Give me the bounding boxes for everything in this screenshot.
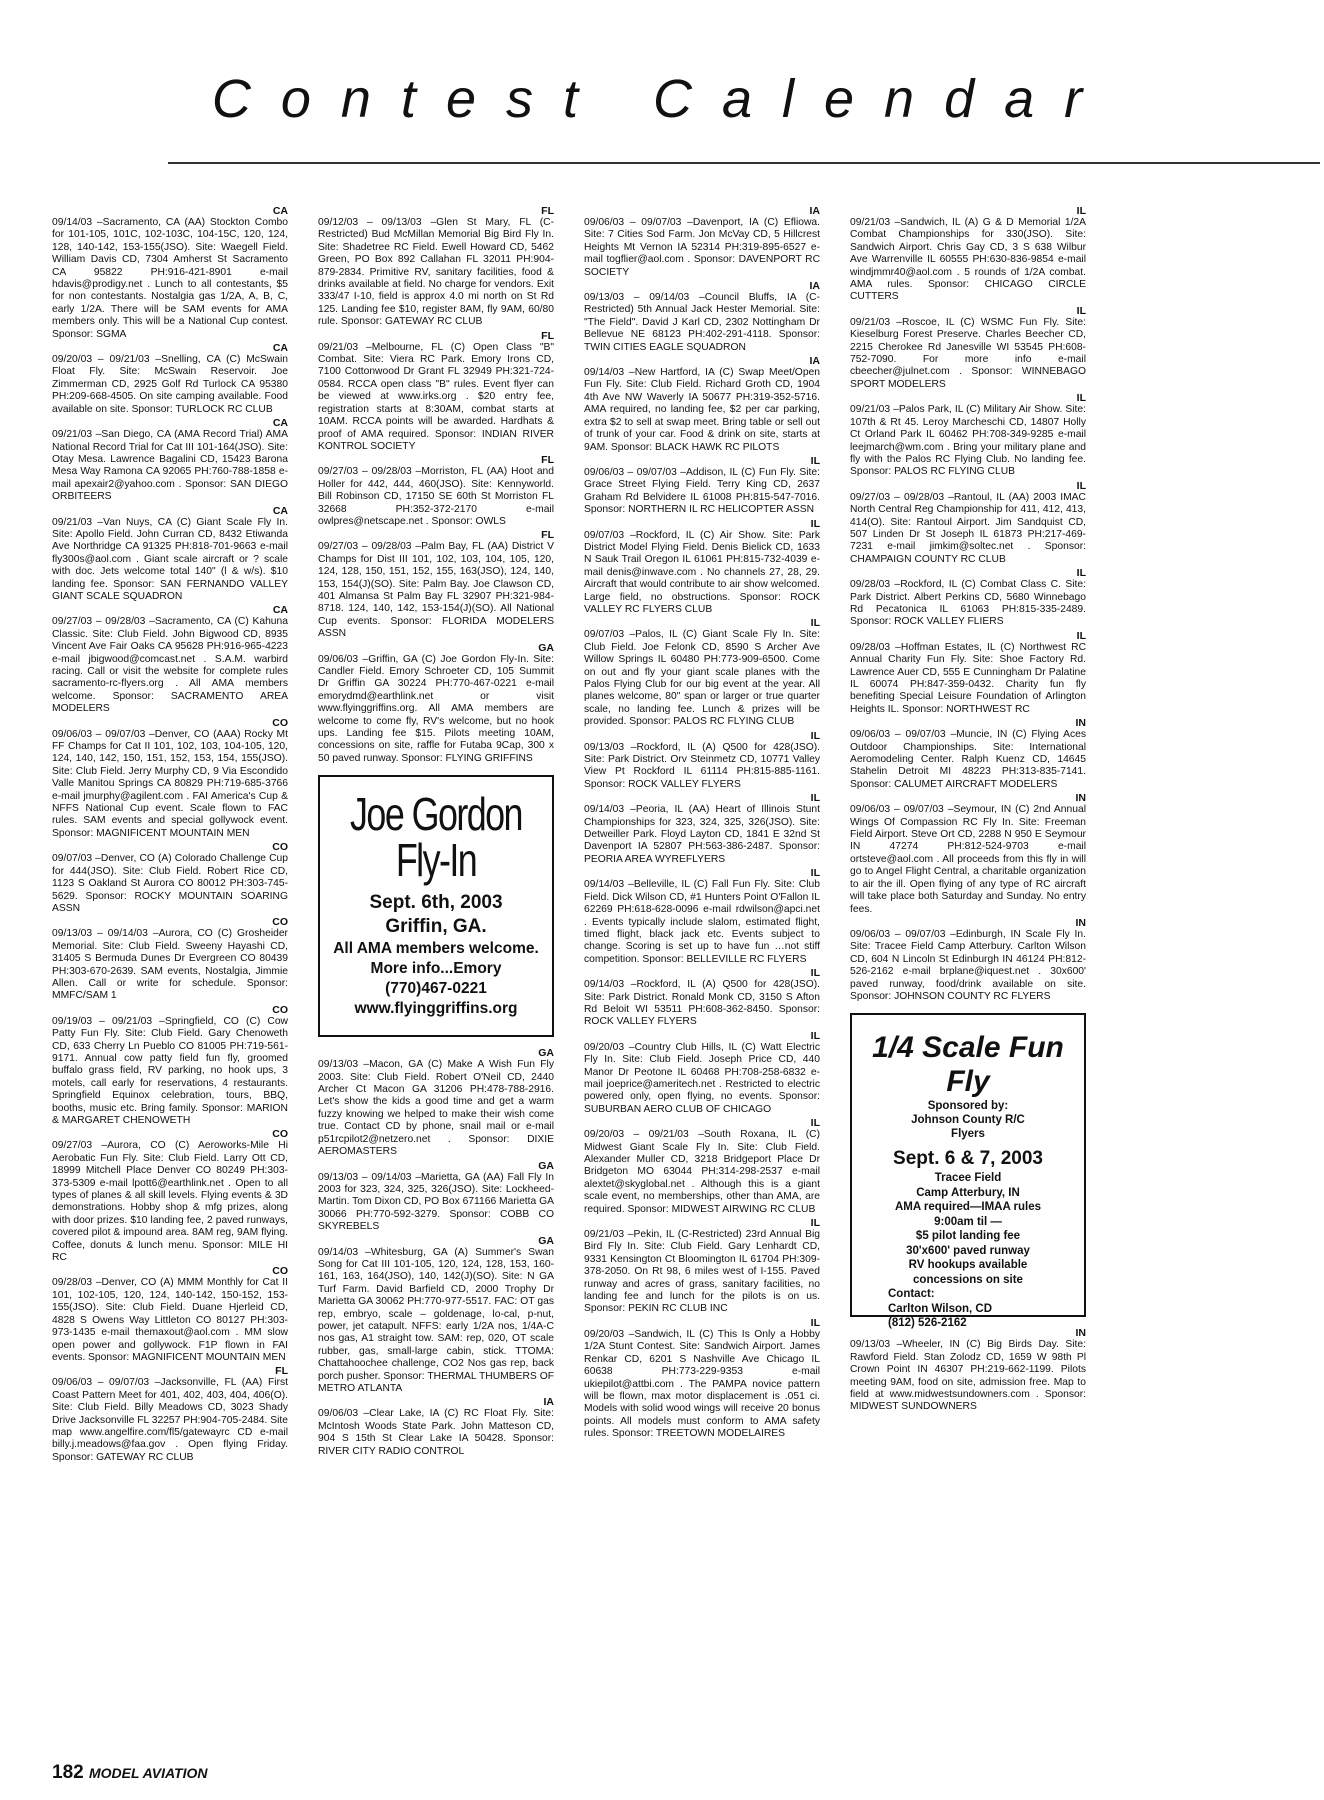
event-listing: 09/21/03 –Melbourne, FL (C) Open Class "B" Combat. Site: Viera RC Park. Emory Irons CD, 7100 Cottonwood Dr Grant FL 32949 PH:321-724-0584. RCCA open class "B" rules. Event flyer can be viewed at www.irks.org . $20 entry fee, registration starts at 8:30AM, combat starts at 10AM. RCCA points will be awarded. Hardhats & proof of AMA required. Sponsor: INDIAN RIVER KONTROL SOCIETY — [318, 341, 554, 452]
state-label: FL — [541, 454, 554, 467]
ad-title-line2: Fly-In — [395, 834, 477, 887]
state-label: FL — [275, 1365, 288, 1378]
event-listing: 09/13/03 – 09/14/03 –Marietta, GA (AA) Fall Fly In 2003 for 323, 324, 325, 326(JSO). Site: Lockheed-Martin. Tom Dixon CD, PO Box 671166 Marietta GA 30066 PH:770-592-3279. Sponsor: COBB CO SKYREBELS — [318, 1171, 554, 1233]
ad2-contact-phone: (812) 526-2162 — [888, 1317, 967, 1330]
title-rule — [168, 162, 1320, 164]
event-listing: 09/20/03 –Country Club Hills, IL (C) Watt Electric Fly In. Site: Club Field. Joseph Price CD, 440 Manor Dr Peotone IL 60468 PH:708-258-6832 e-mail joeprice@ameritech.net . Restricted to electric powered only, open flying, no events. Sponsor: SUBURBAN AERO CLUB OF CHICAGO — [584, 1041, 820, 1115]
state-label: IN — [1075, 717, 1086, 730]
event-listing: 09/06/03 – 09/07/03 –Jacksonville, FL (AA) First Coast Pattern Meet for 401, 402, 403, 404, 406(O). Site: Club Field. Billy Meadows CD, 3023 Shady Drive Jacksonville FL 32257 PH:904-705-2484. Site map www.angelfire.com/fl5/gatewayrc CD e-mail billy.j.meadows@faa.gov . Open flying Friday. Sponsor: GATEWAY RC CLUB — [52, 1377, 289, 1463]
ad2-l8: concessions on site — [913, 1273, 1023, 1286]
ad2-l3: AMA required—IMAA rules — [894, 1201, 1042, 1214]
ad2-contact: Contact: — [888, 1288, 935, 1301]
state-label: GA — [538, 1047, 554, 1060]
event-listing: 09/14/03 –Peoria, IL (AA) Heart of Illinois Stunt Championships for 323, 324, 325, 326(JSO). Site: Detweiller Park. Floyd Layton CD, 1841 E 32nd St Davenport IA 52807 PH:563-386-2487. Sponsor: PEORIA AREA WYREFLYERS — [584, 804, 820, 865]
page-number: 182 — [52, 1762, 84, 1783]
ad-line1: All AMA members welcome. — [333, 940, 539, 958]
event-listing: 09/14/03 –Belleville, IL (C) Fall Fun Fly. Site: Club Field. Dick Wilson CD, #1 Hunters Point O'Fallon IL 62269 PH:618-628-0096 e-mail rdwilson@apci.net . Events typically include slalom, estimated flight, timed flight, black jack etc. Events subject to change. Scoring is set up to have fun …not stiff competition. Sponsor: BELLEVILLE RC FLYERS — [584, 879, 820, 965]
event-listing: 09/06/03 – 09/07/03 –Addison, IL (C) Fun Fly. Site: Grace Street Flying Field. Terry King CD, 2637 Graham Rd Belvidere IL 61008 PH:815-547-7016. Sponsor: NORTHERN IL RC HELICOPTER ASSN — [584, 466, 820, 516]
state-label: IL — [810, 967, 820, 980]
event-listing: 09/14/03 –Sacramento, CA (AA) Stockton Combo for 101-105, 101C, 102-103C, 104-15C, 120, 124, 128, 140-142, 153-155(JSO). Site: Waegell Field. William Davis CD, 7304 Amherst St Sacramento CA 95822 PH:916-421-8901 e-mail hdavis@prodigy.net . Lunch to all contestants, $5 for non contestants. Nostalgia gas 1/2A, A, B, C, early 1/2A. There will be SAM events for AMA members only. This will be a National Cup contest. Sponsor: SGMA — [52, 217, 288, 340]
event-listing: 09/14/03 –Whitesburg, GA (A) Summer's Swan Song for Cat III 101-105, 120, 124, 128, 153, 160-161, 163, 164(JSO), 140, 142(J)(SO). Site: N GA Turf Farm. David Barfield CD, 2000 Trophy Dr Marietta GA 30062 PH:770-977-5517. FAC: OT gas rep, embryo, scale – goldenage, lo-cal, p-nut, power, jet catapult. NFFS: early 1/2A nos, 1/4A-C nos gas, A1 straight tow. SAM: rep, 020, OT scale rubber, gas, small-large cabin, stick. TTOMA: Chattahoochee challenge, CO2 Nos gas rep, back porch pusher. Sponsor: THERMAL THUMBERS OF METRO ATLANTA — [318, 1246, 554, 1394]
event-listing: 09/28/03 –Denver, CO (A) MMM Monthly for Cat II 101, 102-105, 120, 124, 140-142, 150-152, 153-155(JSO). Site: Club Field. Duane Hjerleid CD, 4828 S Owens Way Littleton CO 80127 PH:303-973-1435 e-mail themaxout@aol.com . MM slow open power and gollywock. F1P flown in FAI events. Sponsor: MAGNIFICENT MOUNTAIN MEN — [52, 1277, 288, 1363]
state-label: IL — [1076, 479, 1086, 492]
event-listing: 09/20/03 – 09/21/03 –South Roxana, IL (C) Midwest Giant Scale Fly In. Site: Club Field. Alexander Muller CD, 3218 Bridgeport Place Dr Bridgeton MO 63044 PH:314-298-2537 e-mail alextet@skyglobal.net . Although this is a giant scale event, no memberships, other than AMA, are required. Sponsor: MIDWEST AIRWING RC CLUB — [584, 1129, 820, 1215]
state-label: IL — [810, 792, 820, 805]
event-listing: 09/14/03 –New Hartford, IA (C) Swap Meet/Open Fun Fly. Site: Club Field. Richard Groth CD, 1904 4th Ave NW Waverly IA 50677 PH:319-352-5716. AMA required, no landing fee, $2 per car parking, extra $2 to sell at swap meet. Bring table or sell out of trunk of your car. Food & drink on site, starts at 9AM. Sponsor: BLACK HAWK RC PILOTS — [584, 367, 820, 453]
column-1 — [52, 205, 288, 1465]
event-listing: 09/13/03 –Rockford, IL (A) Q500 for 428(JSO). Site: Park District. Orv Steinmetz CD, 10771 Valley View Pt Rockford IL 61114 PH:815-885-1161. Sponsor: ROCK VALLEY FLYERS — [584, 741, 820, 790]
ad2-sponsored: Sponsored by: — [927, 1100, 1009, 1113]
event-listing: 09/19/03 – 09/21/03 –Springfield, CO (C) Cow Patty Fun Fly. Site: Club Field. Gary Chenoweth CD, 633 Cherry Ln Pueblo CO 81005 PH:719-561-9171. Annual cow patty field fun fly, groomed buffalo grass field, RV parking, no hook ups, 3 motels, call early for reservations, 4 restaurants. Springfield Equinox celebration, tours, BBQ, booths, music etc. Bring family. Sponsor: MARION & MARGARET CHENOWETH — [52, 1015, 288, 1126]
ad-line2: More info...Emory — [370, 960, 502, 978]
event-listing: 09/13/03 –Macon, GA (C) Make A Wish Fun Fly 2003. Site: Club Field. Robert O'Neil CD, 2440 Archer Ct Macon GA 31206 PH:478-788-2916. Let's show the kids a good time and get a warm fuzzy knowing we helped to make their wish come true. Contact CD by phone, snail mail or e-mail p51rcpilot2@netzero.net . Sponsor: DIXIE AEROMASTERS — [318, 1059, 554, 1158]
event-listing: 09/06/03 – 09/07/03 –Edinburgh, IN Scale Fly In. Site: Tracee Field Camp Atterbury. Carlton Wilson CD, 604 N Lincoln St Edinburgh IN 46124 PH:812-526-2162 e-mail brplane@iquest.net . 30x600' paved runway, food/drink available on site. Sponsor: JOHNSON COUNTY RC FLYERS — [850, 928, 1086, 1002]
state-label: IL — [810, 1217, 820, 1230]
column-2-top — [318, 205, 554, 765]
event-listing: 09/13/03 – 09/14/03 –Aurora, CO (C) Grosheider Memorial. Site: Club Field. Sweeny Hayashi CD, 31405 S Bermuda Dunes Dr Evergreen CO 80439 PH:303-670-2639. SAM events, Nostalgia, Jimmie Allen. Call or write for schedule. Sponsor: MMFC/SAM 1 — [52, 928, 288, 1002]
ad2-l7: RV hookups available — [908, 1259, 1028, 1272]
state-label: IL — [1076, 205, 1086, 217]
state-label: IA — [809, 205, 820, 217]
event-listing: 09/13/03 –Wheeler, IN (C) Big Birds Day. Site: Rawford Field. Stan Zolodz CD, 1659 W 98th Pl Crown Point IN 46307 PH:219-662-1199. Pilots meeting 9AM, food on site, admission free. Map to field at www.midwestsundowners.com . Sponsor: MIDWEST SUNDOWNERS — [850, 1339, 1086, 1413]
event-listing: 09/21/03 –Pekin, IL (C-Restricted) 23rd Annual Big Bird Fly In. Site: Club Field. Gary Lenhardt CD, 9331 Kensington Ct Bloomington IL 61704 PH:309-378-2050. On Rt 98, 6 miles west of I-155. Paved runway and acres of grass, sanitary facilities, no landing fee and lunch for the pilots is on us. Sponsor: PEKIN RC CLUB INC — [584, 1229, 820, 1315]
state-label: IL — [810, 454, 820, 467]
event-listing: 09/07/03 –Palos, IL (C) Giant Scale Fly In. Site: Club Field. Joe Felonk CD, 8590 S Archer Ave Willow Springs IL 60480 PH:773-909-6500. Come on out and fly your giant scale planes with the Palos Flying Club for our big event at the year. All planes welcome, 80" span or larger or true quarter scale, no landing fee. Lunch & prizes will be provided. Sponsor: PALOS RC FLYING CLUB — [584, 629, 820, 728]
event-listing: 09/12/03 – 09/13/03 –Glen St Mary, FL (C-Restricted) Bud McMillan Memorial Big Bird Fly In. Site: Shadetree RC Field. Ewell Howard CD, 5462 Green, PO Box 892 Callahan FL 32011 PH:904-879-2834. Primitive RV, sanitary facilities, food & drinks available at field. No charge for vendors. Exit 333/47 I-10, field is approx 4.0 mi north on St Rd 125. Landing fee $10, register 8AM, fly 9AM, 60/80 rule. Sponsor: GATEWAY RC CLUB — [318, 217, 554, 328]
state-label: IL — [810, 617, 820, 630]
event-listing: 09/20/03 – 09/21/03 –Snelling, CA (C) McSwain Float Fly. Site: McSwain Reservoir. Joe Zimmerman CD, 2925 Golf Rd Turlock CA 95380 PH:209-668-4505. On site camping available. Food available on site. Sponsor: TURLOCK RC CLUB — [52, 354, 288, 415]
page-title: Contest Calendar — [211, 69, 1113, 129]
event-listing: 09/07/03 –Denver, CO (A) Colorado Challenge Cup for 444(JSO). Site: Club Field. Robert Rice CD, 1123 S Oakland St Aurora CO 80012 PH:303-745-5629. Sponsor: ROCKY MOUNTAIN SOARING ASSN — [52, 853, 288, 914]
event-listing: 09/06/03 –Clear Lake, IA (C) RC Float Fly. Site: McIntosh Woods State Park. John Matteson CD, 904 S 15th St Clear Lake IA 50428. Sponsor: RIVER CITY RADIO CONTROL — [318, 1408, 554, 1457]
ad2-club2: Flyers — [951, 1128, 985, 1141]
state-label: IA — [809, 280, 820, 293]
state-label: IL — [1076, 304, 1086, 317]
ad2-date: Sept. 6 & 7, 2003 — [893, 1148, 1043, 1170]
event-listing: 09/27/03 – 09/28/03 –Morriston, FL (AA) Hoot and Holler for 442, 444, 460(JSO). Site: Kennyworld. Bill Robinson CD, 17150 SE 60th St Morriston FL 32668 PH:352-372-2170 e-mail owlpres@netscape.net . Sponsor: OWLS — [318, 466, 554, 527]
state-label: CA — [272, 205, 288, 217]
ad-date: Sept. 6th, 2003 — [369, 892, 503, 914]
ad2-l2: Camp Atterbury, IN — [916, 1186, 1020, 1199]
state-label: CO — [272, 916, 288, 929]
ad2-club1: Johnson County R/C — [911, 1114, 1025, 1127]
ad2-title: 1/4 Scale Fun Fly — [872, 1031, 1064, 1099]
event-listing: 09/28/03 –Hoffman Estates, IL (C) Northwest RC Annual Charity Fun Fly. Site: Shoe Factory Rd. Lawrence Auer CD, 555 E Cunningham Dr Palatine IL 60074 PH:847-359-0432. Charity fun fly benefiting Special Leisure Foundation of Arlington Heights IL. Sponsor: NORTHWEST RC — [850, 641, 1086, 715]
state-label: CO — [272, 1003, 288, 1016]
ad-url: www.flyinggriffins.org — [354, 1000, 518, 1018]
state-label: FL — [541, 329, 554, 342]
column-4-bottom — [850, 1327, 1086, 1413]
event-listing: 09/27/03 – 09/28/03 –Rantoul, IL (AA) 2003 IMAC North Central Reg Championship for 411, 412, 413, 414(O). Site: Rantoul Airport. Jim Sandquist CD, 507 Linden Dr St Joseph IL 61873 PH:217-469-7231 e-mail jimkim@soltec.net . Sponsor: CHAMPAIGN COUNTY RC CLUB — [850, 491, 1086, 565]
state-label: IN — [1075, 792, 1086, 805]
state-label: IL — [810, 729, 820, 742]
event-listing: 09/06/03 – 09/07/03 –Davenport, IA (C) Efliowa. Site: 7 Cities Sod Farm. Jon McVay CD, 5 Hillcrest Heights Mt Vernon IA 52314 PH:319-895-6527 e-mail togflier@aol.com . Sponsor: DAVENPORT RC SOCIETY — [584, 217, 820, 278]
state-label: GA — [538, 1234, 554, 1247]
ad-title-line1: Joe Gordon — [350, 788, 522, 841]
event-listing: 09/06/03 – 09/07/03 –Seymour, IN (C) 2nd Annual Wings Of Compassion RC Fly In. Site: Freeman Field Airport. Steve Ort CD, 2288 N 950 E Seymour IN 47274 PH:812-524-9703 e-mail ortsteve@aol.com . All proceeds from this fly in will go to Angel Flight Central, a charitable organization to air the ill. Open flying of any type of RC aircraft will take place both Saturday and Sunday. No entry fees. — [850, 804, 1086, 915]
ad2-l5: $5 pilot landing fee — [915, 1230, 1021, 1243]
state-label: CO — [272, 1265, 288, 1278]
state-label: IL — [810, 867, 820, 880]
page-footer — [52, 1762, 207, 1784]
state-label: CA — [272, 504, 288, 517]
event-listing: 09/13/03 – 09/14/03 –Council Bluffs, IA (C-Restricted) 5th Annual Jack Hester Memorial. Site: "The Field". David J Karl CD, 2302 Nottingham Dr Bellevue NE 68123 PH:402-291-4118. Sponsor: TWIN CITIES EAGLE SQUADRON — [584, 292, 820, 353]
state-label: CO — [272, 841, 288, 854]
state-label: IL — [810, 517, 820, 530]
joe-gordon-ad — [318, 775, 554, 1037]
state-label: IA — [543, 1396, 554, 1409]
state-label: IN — [1075, 916, 1086, 929]
event-listing: 09/06/03 – 09/07/03 –Denver, CO (AAA) Rocky Mt FF Champs for Cat II 101, 102, 103, 104-105, 120, 124, 140, 142, 150, 151, 152, 153, 154, 155(JSO). Site: Club Field. Jerry Murphy CD, 9 Via Escondido Valle Manitou Springs CA 80829 PH:719-685-3766 e-mail jmurphy@agilent.com . FAI America's Cup & NFFS National Cup event. Scale flown to FAC rules. SAM events and special gollywock event. Sponsor: MAGNIFICENT MOUNTAIN MEN — [52, 728, 288, 839]
state-label: IN — [1075, 1327, 1086, 1340]
state-label: CO — [272, 716, 288, 729]
column-2 — [318, 205, 554, 1459]
event-listing: 09/21/03 –Palos Park, IL (C) Military Air Show. Site: 107th & Rt 45. Leroy Marcheschi CD, 14807 Holly Ct Orland Park IL 60462 PH:708-349-9285 e-mail leejmarch@wm.com . Bring your military plane and fly with the Palos RC Flying Club. No landing fee. Sponsor: PALOS RC FLYING CLUB — [850, 404, 1086, 478]
ad-place: Griffin, GA. — [385, 916, 487, 938]
event-listing: 09/21/03 –Van Nuys, CA (C) Giant Scale Fly In. Site: Apollo Field. John Curran CD, 8432 Etiwanda Ave Northridge CA 91325 PH:818-701-9663 e-mail fly300s@aol.com . Giant scale aircraft or ? scale with doc. Jets welcome total 140" (l & w/s). $10 landing fee. Sponsor: SAN FERNANDO VALLEY GIANT SCALE SQUADRON — [52, 516, 288, 602]
state-label: IL — [1076, 392, 1086, 405]
state-label: IL — [1076, 567, 1086, 580]
event-listing: 09/20/03 –Sandwich, IL (C) This Is Only a Hobby 1/2A Stunt Contest. Site: Sandwich Airport. James Renkar CD, 6201 S Nashville Ave Chicago IL 60638 PH:773-229-9353 e-mail ukiepilot@attbi.com . The PAMPA novice pattern will be flown, max motor displacement is .051 ci. Models with solid wood wings will receive 20 bonus points. All models must conform to AMA safety rules. Sponsor: TREETOWN MODELAIRES — [584, 1328, 820, 1440]
ad2-l4: 9:00am til — — [934, 1215, 1002, 1228]
state-label: IL — [810, 1117, 820, 1130]
event-listing: 09/27/03 – 09/28/03 –Sacramento, CA (C) Kahuna Classic. Site: Club Field. John Bigwood CD, 8935 Vincent Ave Fair Oaks CA 95628 PH:916-965-4223 e-mail jbigwood@comcast.net . S.A.M. warbird racing. Call or visit the website for complete rules sacramento-rc-flyers.org . All AMA members welcome. Sponsor: SACRAMENTO AREA MODELERS — [52, 616, 288, 715]
state-label: CO — [272, 1128, 288, 1141]
event-listing: 09/27/03 –Aurora, CO (C) Aeroworks-Mile Hi Aerobatic Fun Fly. Site: Club Field. Larry Ott CD, 18999 Mitchell Place Denver CO 80249 PH:303-373-5309 e-mail lpott6@earthlink.net . Open to all types of planes & all skill levels. Flying events & 3D demonstrations. Hobby shop & mfg prizes, along with door prizes. $10 landing fee, 2 paved runways, covered pilot & impound area. 8AM reg, 9AM flying. Coffee, donuts & lunch menu. Sponsor: MILE HI RC — [52, 1140, 288, 1264]
state-label: IA — [809, 355, 820, 368]
event-listing: 09/06/03 –Griffin, GA (C) Joe Gordon Fly-In. Site: Candler Field. Emory Schroeter CD, 105 Summit Dr Griffin GA 30224 PH:770-467-0221 e-mail emorydmd@earthlink.net or visit www.flyinggriffins.org. All AMA members are welcome to come fly, RV's welcome, but no hook ups. Landing fee $15. Pilots meeting 10AM, concessions on site, raffle for Futaba 9Cap, 300 x 50 paved runway. Sponsor: FLYING GRIFFINS — [318, 653, 554, 764]
state-label: GA — [538, 641, 554, 654]
event-listing: 09/07/03 –Rockford, IL (C) Air Show. Site: Park District Model Flying Field. Denis Bielick CD, 1633 N Sauk Trail Oregon IL 61061 PH:815-732-4039 e-mail denis@inwave.com . No channels 27, 28, 29. Aircraft that would contribute to air show welcomed. Large field, no obstructions. Sponsor: ROCK VALLEY RC FLYERS CLUB — [584, 529, 820, 615]
state-label: CA — [272, 342, 288, 355]
event-listing: 09/28/03 –Rockford, IL (C) Combat Class C. Site: Park District. Albert Perkins CD, 5680 Winnebago Rd Pecatonica IL 61063 PH:815-335-2489. Sponsor: ROCK VALLEY FLIERS — [850, 579, 1086, 628]
ad2-l6: 30'x600' paved runway — [906, 1244, 1030, 1257]
quarter-scale-ad — [850, 1013, 1086, 1330]
state-label: CA — [272, 417, 288, 430]
event-listing: 09/14/03 –Rockford, IL (A) Q500 for 428(JSO). Site: Park District. Ronald Monk CD, 3150 S Afton Rd Beloit WI 53511 PH:608-362-8450. Sponsor: ROCK VALLEY FLYERS — [584, 979, 820, 1028]
state-label: IL — [810, 1316, 820, 1329]
ad-phone: (770)467-0221 — [385, 980, 487, 998]
ad2-l1: Tracee Field — [934, 1172, 1002, 1185]
event-listing: 09/21/03 –San Diego, CA (AMA Record Trial) AMA National Record Trial for Cat III 101-164(JSO). Site: Otay Mesa. Lawrence Bagalini CD, 15423 Barona Mesa Way Ramona CA 92065 PH:760-788-1858 e-mail apexair2@yahoo.com . Sponsor: SAN DIEGO ORBITEERS — [52, 429, 288, 503]
event-listing: 09/21/03 –Roscoe, IL (C) WSMC Fun Fly. Site: Kieselburg Forest Preserve. Charles Beecher CD, 2215 Cherokee Rd Janesville WI 53545 PH:608-752-7090. For more info e-mail cbeecher@julnet.com . Sponsor: WINNEBAGO SPORT MODELERS — [850, 316, 1086, 390]
column-2-bottom — [318, 1047, 554, 1458]
state-label: FL — [541, 205, 554, 217]
magazine-name: MODEL AVIATION — [88, 1765, 208, 1781]
column-3 — [584, 205, 820, 1442]
state-label: GA — [538, 1159, 554, 1172]
state-label: IL — [810, 1029, 820, 1042]
state-label: IL — [1076, 629, 1086, 642]
event-listing: 09/06/03 – 09/07/03 –Muncie, IN (C) Flying Aces Outdoor Championships. Site: International Aeromodeling Center. Ralph Kuenz CD, 14645 Stahelin Detroit MI 48223 PH:313-835-7141. Sponsor: CALUMET AIRCRAFT MODELERS — [850, 729, 1086, 790]
column-4-top — [850, 205, 1086, 1003]
state-label: FL — [541, 529, 554, 542]
event-listing: 09/21/03 –Sandwich, IL (A) G & D Memorial 1/2A Combat Championships for 330(JSO). Site: Sandwich Airport. Chris Gay CD, 3 S 638 Wilbur Ave Warrenville IL 60555 PH:630-836-9854 e-mail windjmmr40@aol.com . 5 rounds of 1/2A combat. AMA rules. Sponsor: CHICAGO CIRCLE CUTTERS — [850, 217, 1086, 303]
event-listing: 09/27/03 – 09/28/03 –Palm Bay, FL (AA) District V Champs for Dist III 101, 102, 103, 104, 105, 120, 124, 128, 150, 151, 152, 155, 163(JSO), 124, 140, 153, 154(J)(SO). Site: Palm Bay. Joe Clawson CD, 401 Almansa St Palm Bay FL 32907 PH:321-984-8718. 124, 140, 142, 153-154(J)(SO). All National Cup events. Sponsor: FLORIDA MODELERS ASSN — [318, 541, 554, 640]
column-4 — [850, 205, 1086, 1415]
state-label: CA — [272, 604, 288, 617]
ad2-contact-name: Carlton Wilson, CD — [888, 1302, 993, 1315]
